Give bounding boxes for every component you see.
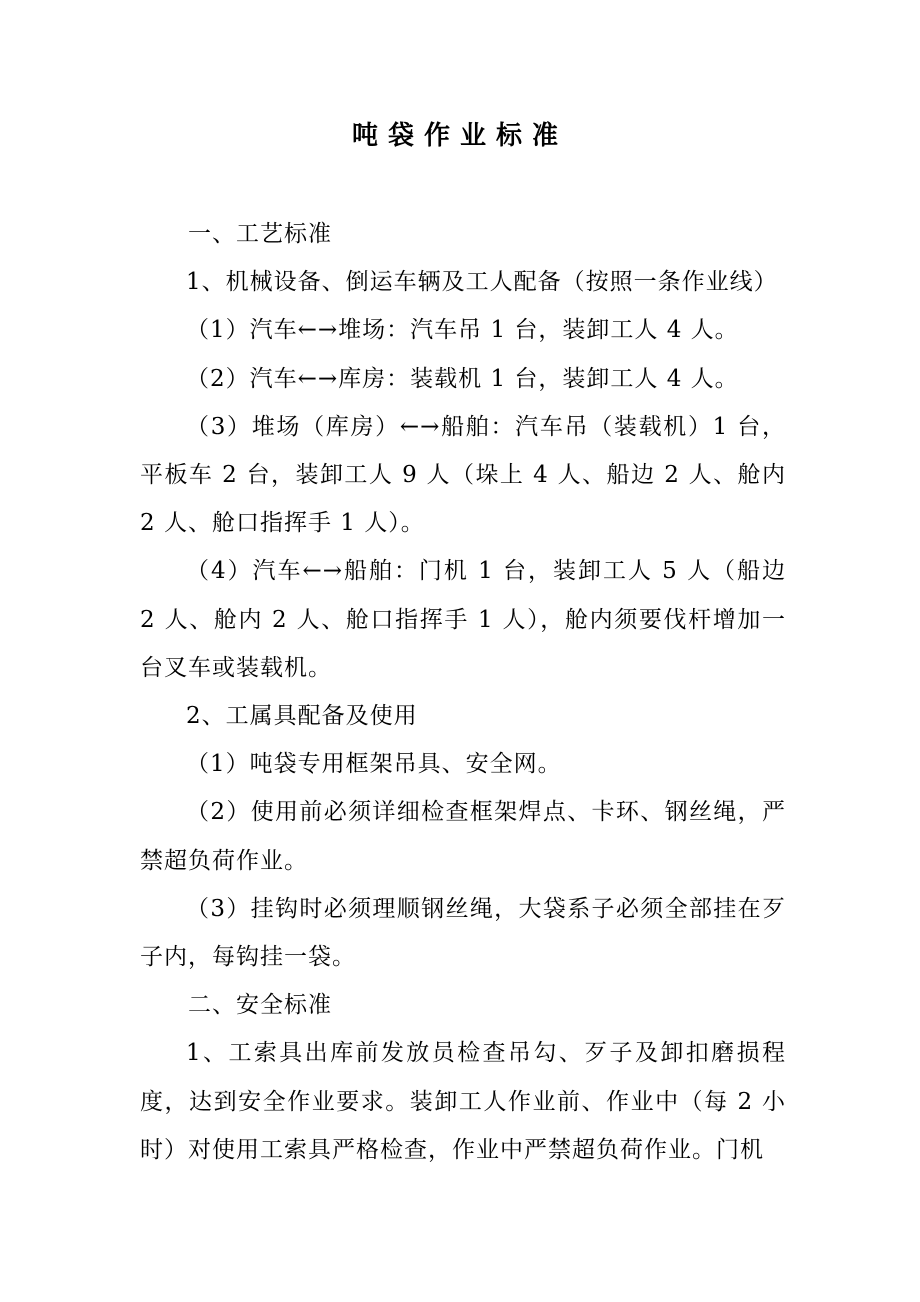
paragraph-tools-3: （3）挂钩时必须理顺钢丝绳，大袋系子必须全部挂在歹子内，每钩挂一袋。	[140, 895, 786, 971]
section-heading-process: 一、工艺标准	[188, 221, 332, 247]
paragraph-item-4: （4）汽车←→船舶：门机 1 台，装卸工人 5 人（船边 2 人、舱内 2 人、舱口指挥手 1 人），舱内须要伐杆增加一台叉车或装载机。	[140, 558, 786, 681]
paragraph-tools-1: （1）吨袋专用框架吊具、安全网。	[186, 751, 562, 778]
document-body	[140, 210, 786, 1174]
document-title: 吨袋作业标准	[351, 121, 568, 151]
paragraph-item-2: （2）汽车←→库房：装载机 1 台，装卸工人 4 人。	[186, 365, 739, 392]
paragraph-item-3: （3）堆场（库房）←→船舶：汽车吊（装载机）1 台，平板车 2 台，装卸工人 9 人（垛上 4 人、船边 2 人、舱内 2 人、舱口指挥手 1 人）。	[140, 413, 786, 537]
paragraph-safety-1: 1、工索具出库前发放员检查吊勾、歹子及卸扣磨损程度，达到安全作业要求。装卸工人作业前、作业中（每 2 小时）对使用工索具严格检查，作业中严禁超负荷作业。门机	[140, 1040, 786, 1163]
subsection-heading-tools: 2、工属具配备及使用	[186, 703, 418, 730]
paragraph-item-1: （1）汽车←→堆场：汽车吊 1 台，装卸工人 4 人。	[186, 317, 739, 344]
subsection-heading-equipment: 1、机械设备、倒运车辆及工人配备（按照一条作业线）	[186, 269, 778, 296]
paragraph-tools-2: （2）使用前必须详细检查框架焊点、卡环、钢丝绳，严禁超负荷作业。	[140, 799, 786, 874]
section-heading-safety: 二、安全标准	[188, 992, 332, 1019]
